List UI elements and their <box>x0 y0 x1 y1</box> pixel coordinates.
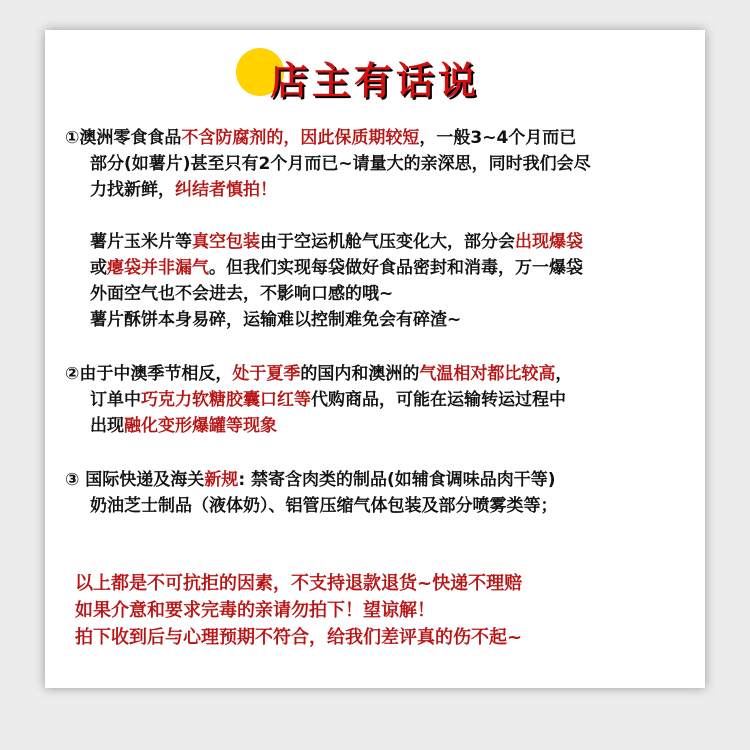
text: ， <box>555 364 573 384</box>
highlight-text: 纠结者慎拍！ <box>175 180 277 200</box>
closing-line: 拍下收到后与心理预期不符合，给我们差评真的伤不起~ <box>75 627 523 648</box>
text: 力找新鲜， <box>90 180 175 200</box>
highlight-text: 出现爆袋 <box>515 232 583 252</box>
text: 的国内和澳洲的 <box>300 364 420 384</box>
highlight-text: 气温相对都比较高 <box>419 364 556 384</box>
section-customs <box>65 467 695 519</box>
notice-body <box>65 125 695 519</box>
text: 。但我们实现每袋做好食品密封和消毒，万一爆袋 <box>209 258 583 278</box>
notice-card <box>45 30 705 688</box>
text: 订单中 <box>90 390 141 410</box>
text: 代购商品，可能在运输转运过程中 <box>311 390 566 410</box>
text: 由于空运机舱气压变化大，部分会 <box>260 232 515 252</box>
text: 或 <box>90 258 107 278</box>
section-packaging <box>65 229 695 333</box>
text: ，一般3~4个月而已 <box>419 128 577 148</box>
highlight-text: 新规 <box>204 470 239 490</box>
highlight-text: 不含防腐剂的，因此保质期较短 <box>181 128 420 148</box>
highlight-text: 巧克力软糖胶囊口红等 <box>141 390 311 410</box>
text: 部分(如薯片)甚至只有2个月而已~请量大的亲深思，同时我们会尽 <box>90 154 591 174</box>
highlight-text: 真空包装 <box>192 232 260 252</box>
highlight-text: 处于夏季 <box>232 364 301 384</box>
section-season <box>65 361 695 439</box>
highlight-text: 融化变形爆罐等现象 <box>124 416 277 436</box>
text: ③ 国际快递及海关 <box>65 470 205 490</box>
closing-statement <box>75 570 695 651</box>
text: 出现 <box>90 416 124 436</box>
text: 薯片玉米片等 <box>90 232 192 252</box>
section-preservatives <box>65 125 695 203</box>
text: 薯片酥饼本身易碎，运输难以控制难免会有碎渣~ <box>90 310 462 330</box>
closing-line: 以上都是不可抗拒的因素，不支持退款退货~快递不理赔 <box>75 573 523 594</box>
text: : 禁寄含肉类的制品(如辅食调味品肉干等) <box>238 470 556 490</box>
highlight-text: 瘪袋并非漏气 <box>107 258 209 278</box>
text: ①澳洲零食食品 <box>65 128 182 148</box>
text: 奶油芝士制品（液体奶）、铝管压缩气体包装及部分喷雾类等； <box>90 496 558 516</box>
closing-line: 如果介意和要求完毒的亲请勿拍下！望谅解！ <box>75 600 435 621</box>
page-title: 店主有话说 <box>269 58 480 103</box>
title-area <box>45 42 705 102</box>
text: ②由于中澳季节相反， <box>65 364 233 384</box>
text: 外面空气也不会进去，不影响口感的哦~ <box>90 284 394 304</box>
